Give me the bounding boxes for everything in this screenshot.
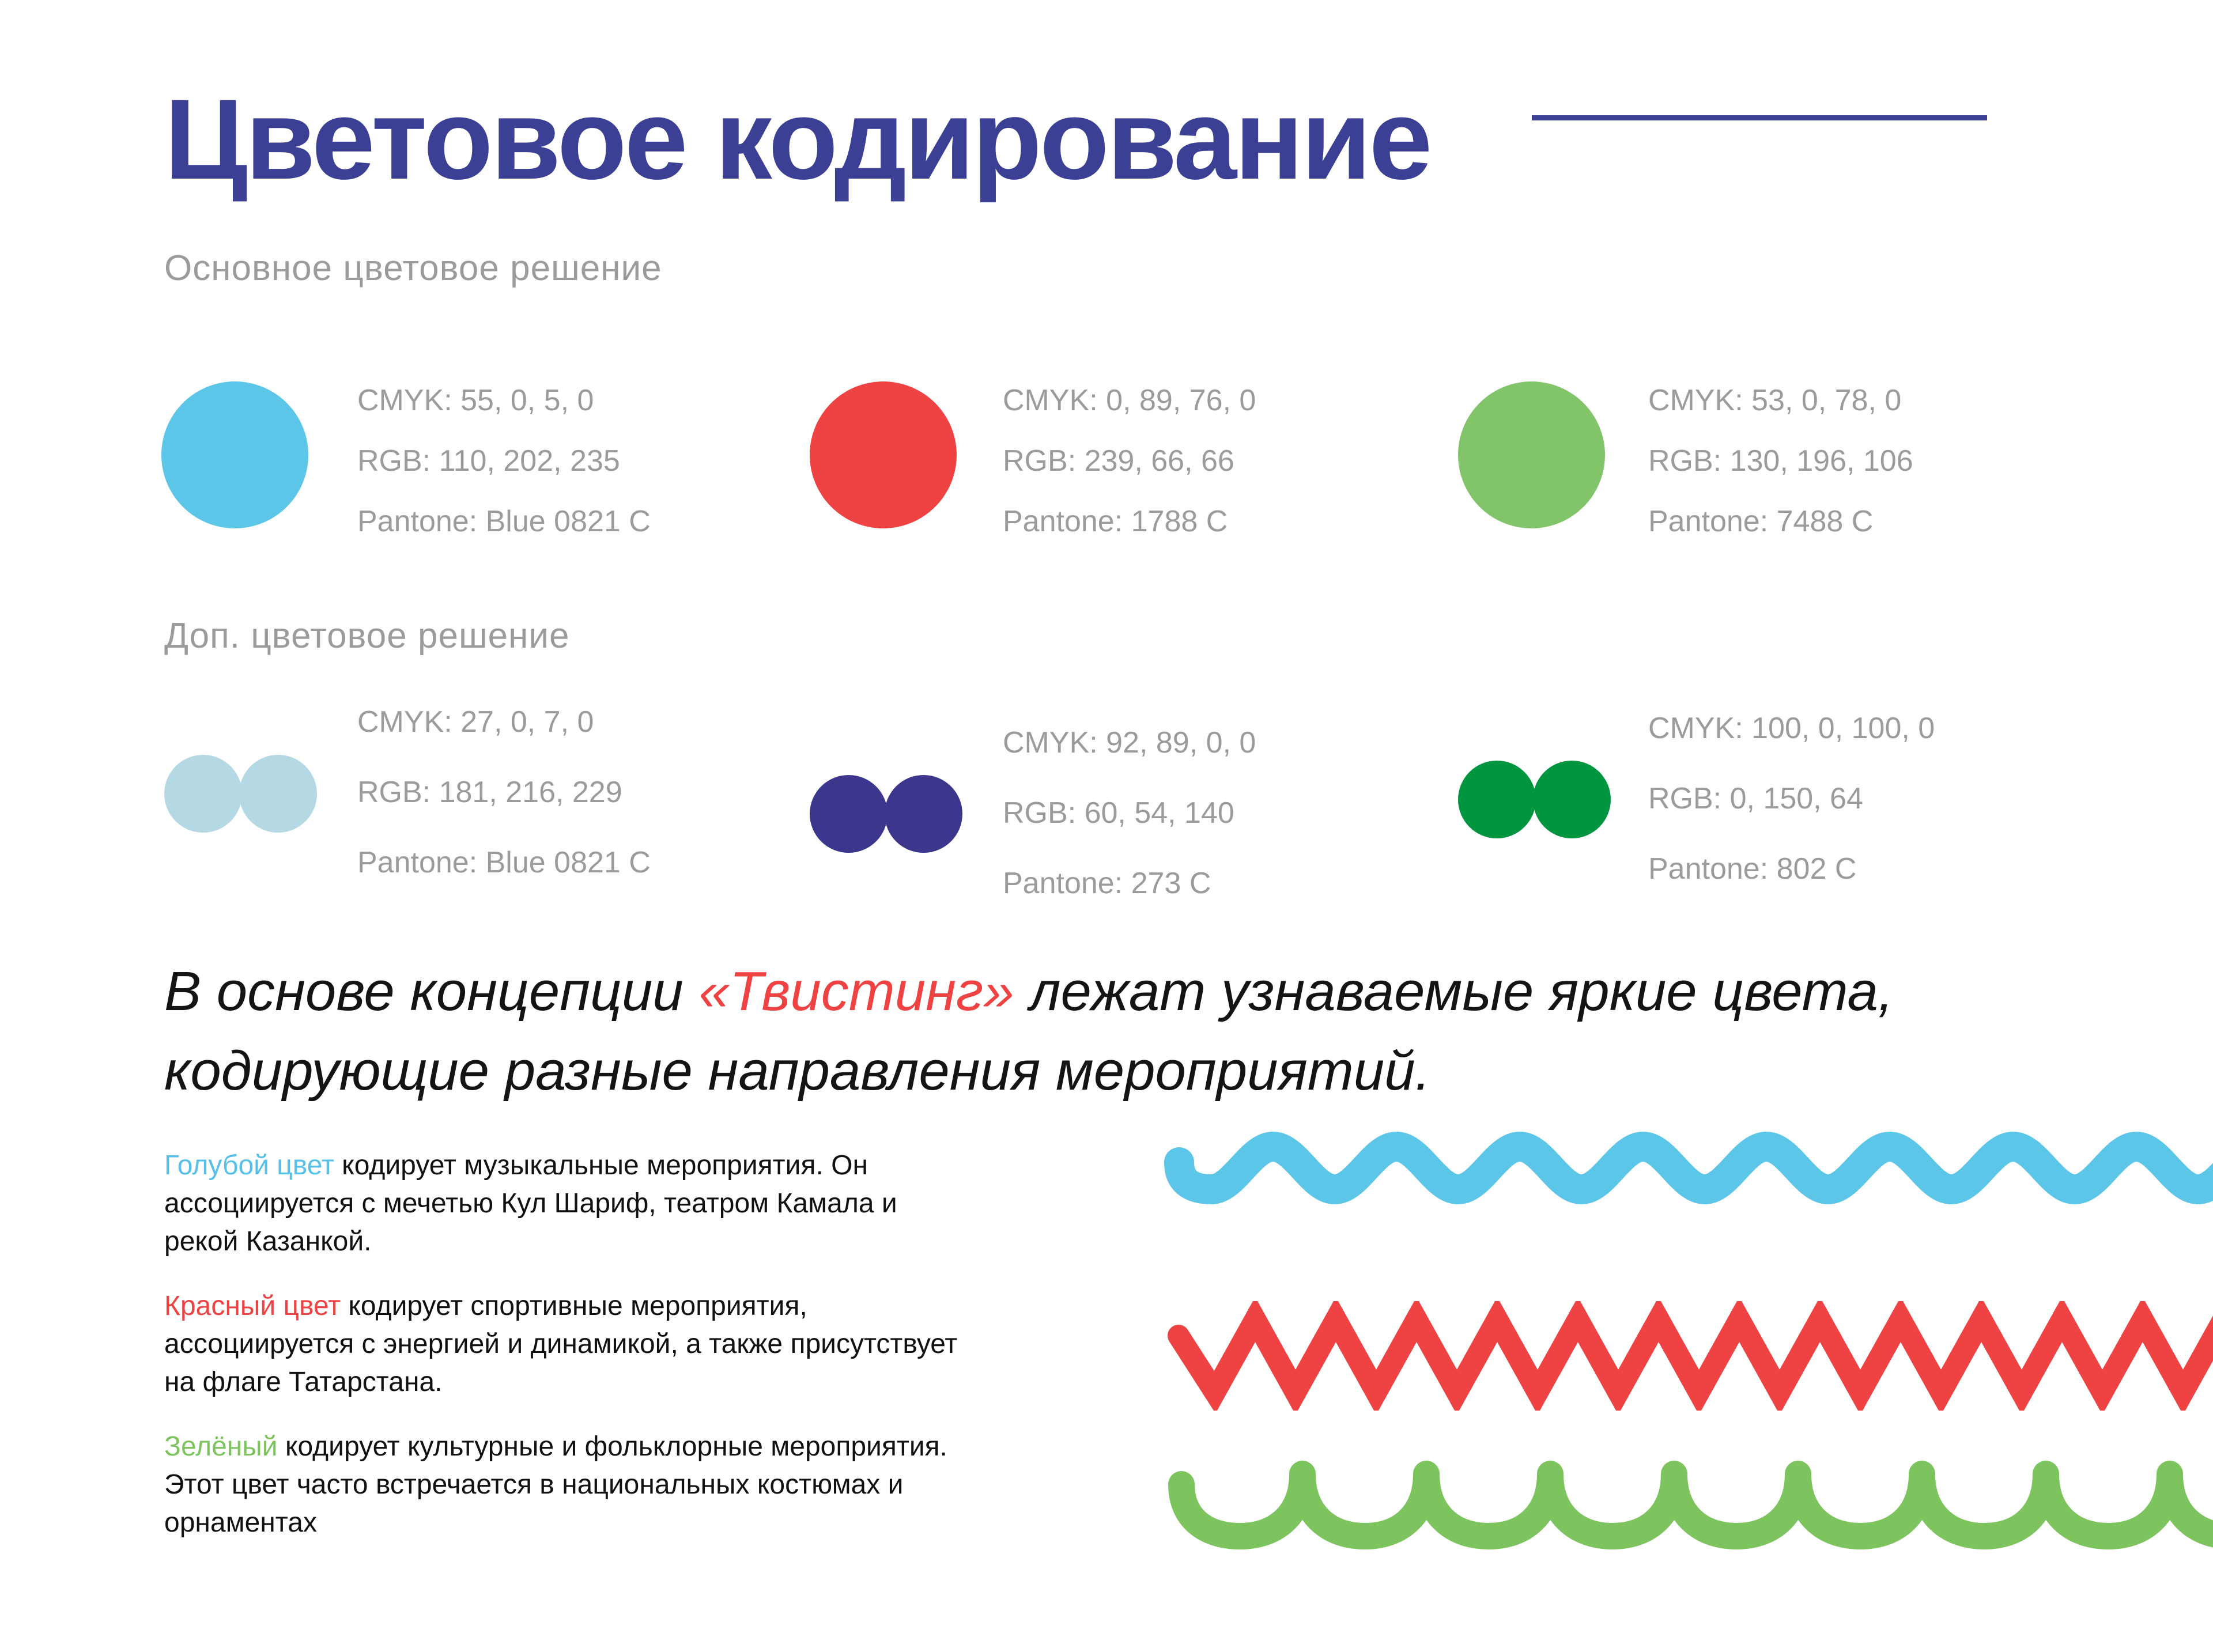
section-primary-label: Основное цветовое решение [164,248,662,288]
pantone-value: Pantone: 7488 C [1648,505,1874,538]
paragraph-blue-text: кодирует музыкальные мероприятия. Он ассоциируется с мечетью Кул Шариф, театром Камала и рекой Казанкой. [164,1150,897,1257]
swatch-secondary-pale-blue-specs [357,687,651,898]
paragraph-red-lead: Красный цвет [164,1291,341,1321]
swatch-primary-green [1458,381,1605,528]
green-scallop-wave-icon [1164,1457,2213,1563]
paragraph-red-text: кодирует спортивные мероприятия, ассоциируется с энергией и динамикой, а также присутствует на флаге Татарстана. [164,1291,958,1397]
cmyk-value: CMYK: 53, 0, 78, 0 [1648,384,1902,417]
swatch-primary-blue-specs [357,371,651,552]
swatch-primary-blue [161,381,308,528]
paragraph-green [164,1428,971,1542]
swatch-secondary-violet-specs [1003,708,1256,918]
statement-suffix: лежат узнаваемые яркие цвета, [1014,961,1894,1022]
rgb-value: RGB: 181, 216, 229 [357,776,622,809]
swatch-primary-red-specs [1003,371,1256,552]
cmyk-value: CMYK: 100, 0, 100, 0 [1648,712,1935,745]
swatch-secondary-dark-green [1458,761,1611,838]
statement-prefix: В основе концепции [164,961,699,1022]
rgb-value: RGB: 0, 150, 64 [1648,782,1863,815]
rgb-value: RGB: 110, 202, 235 [357,444,620,478]
color-dot-icon [161,381,308,528]
paragraph-green-lead: Зелёный [164,1431,278,1462]
blue-wave-icon [1164,1131,2213,1205]
color-dot-pair-icon [164,755,318,833]
pantone-value: Pantone: Blue 0821 C [357,505,651,538]
rgb-value: RGB: 130, 196, 106 [1648,444,1913,478]
pantone-value: Pantone: 1788 C [1003,505,1228,538]
brand-name: «Твистинг» [698,961,1014,1022]
rgb-value: RGB: 239, 66, 66 [1003,444,1234,478]
pantone-value: Pantone: Blue 0821 C [357,846,651,879]
swatch-secondary-violet [810,775,963,853]
pantone-value: Pantone: 273 C [1003,867,1211,900]
swatch-primary-red [810,381,957,528]
swatch-primary-green-specs [1648,371,1913,552]
color-dot-pair-icon [1458,761,1611,838]
color-dot-icon [1458,381,1605,528]
title-rule [1532,115,1987,120]
pantone-value: Pantone: 802 C [1648,852,1857,886]
paragraph-green-text: кодирует культурные и фольклорные мероприятия. Этот цвет часто встречается в национальных костюмах и орнаментах [164,1431,947,1538]
color-descriptions [164,1147,971,1568]
section-secondary-label: Доп. цветовое решение [164,616,570,656]
concept-statement [164,952,2083,1111]
swatch-secondary-pale-blue [164,755,318,833]
paragraph-red [164,1287,971,1401]
cmyk-value: CMYK: 55, 0, 5, 0 [357,384,594,417]
paragraph-blue [164,1147,971,1261]
color-dot-pair-icon [810,775,963,853]
cmyk-value: CMYK: 27, 0, 7, 0 [357,705,594,739]
red-zigzag-icon [1164,1301,2213,1411]
paragraph-blue-lead: Голубой цвет [164,1150,334,1181]
page-title: Цветовое кодирование [164,75,1430,203]
rgb-value: RGB: 60, 54, 140 [1003,796,1234,830]
cmyk-value: CMYK: 0, 89, 76, 0 [1003,384,1256,417]
color-dot-icon [810,381,957,528]
cmyk-value: CMYK: 92, 89, 0, 0 [1003,726,1256,759]
swatch-secondary-dark-green-specs [1648,693,1935,904]
statement-line2: кодирующие разные направления мероприятий. [164,1040,1431,1102]
